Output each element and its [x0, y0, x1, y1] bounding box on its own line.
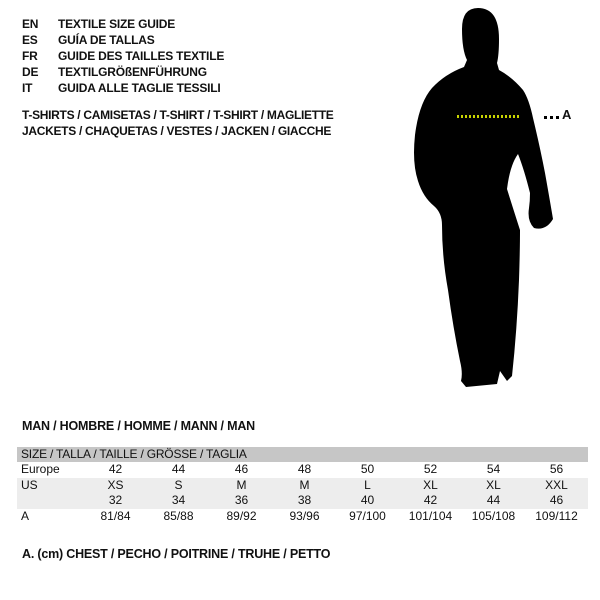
size-table-header: SIZE / TALLA / TAILLE / GRÖSSE / TAGLIA	[17, 447, 588, 462]
table-cell: M	[236, 477, 247, 492]
table-cell: XL	[486, 477, 501, 492]
table-cell: 101/104	[408, 508, 453, 523]
table-cell: 89/92	[226, 508, 257, 523]
table-cell: XL	[423, 477, 438, 492]
table-cell: 46	[234, 462, 249, 476]
size-table-body	[17, 462, 588, 524]
table-row	[17, 493, 588, 509]
table-row-label	[17, 493, 84, 509]
table-cell: 38	[297, 493, 312, 507]
table-cell: 109/112	[535, 508, 578, 523]
category-line: JACKETS / CHAQUETAS / VESTES / JACKEN / GIACCHE	[22, 124, 332, 138]
table-row	[17, 478, 588, 494]
table-cell: 40	[360, 493, 375, 507]
table-cell: 93/96	[289, 508, 320, 523]
language-label: GUIDA ALLE TAGLIE TESSILI	[58, 81, 221, 95]
table-cell: 50	[360, 462, 375, 476]
table-row	[17, 509, 588, 525]
language-label: TEXTILGRÖßENFÜHRUNG	[58, 65, 207, 79]
language-label: GUÍA DE TALLAS	[58, 33, 155, 47]
category-line: T-SHIRTS / CAMISETAS / T-SHIRT / T-SHIRT / MAGLIETTE	[22, 108, 334, 122]
table-cell: 34	[171, 493, 186, 507]
language-row	[22, 80, 224, 96]
measurement-footnote: A. (cm) CHEST / PECHO / POITRINE / TRUHE / PETTO	[22, 547, 331, 561]
man-silhouette-svg	[400, 5, 575, 395]
table-row-label: Europe	[21, 462, 60, 476]
table-cell: 81/84	[100, 508, 131, 523]
language-list	[22, 16, 224, 96]
category-list	[22, 107, 334, 139]
section-title: MAN / HOMBRE / HOMME / MANN / MAN	[22, 419, 255, 433]
table-cell: XXL	[545, 477, 568, 492]
table-cell: 56	[549, 462, 564, 476]
man-silhouette	[400, 5, 575, 395]
table-cell: 42	[423, 493, 438, 507]
language-code: ES	[22, 33, 38, 47]
language-code: DE	[22, 65, 39, 79]
table-cell: 97/100	[349, 508, 386, 523]
table-cell: 46	[549, 493, 564, 507]
chest-measure-line-callout	[544, 116, 560, 119]
table-row-label: US	[21, 477, 38, 492]
table-cell: 32	[108, 493, 123, 507]
table-cell: 54	[486, 462, 501, 476]
table-row-label: A	[21, 508, 30, 523]
measure-label-a: A	[562, 107, 572, 122]
language-code: FR	[22, 49, 38, 63]
language-row	[22, 48, 224, 64]
table-cell: XS	[107, 477, 124, 492]
language-code: EN	[22, 17, 39, 31]
table-cell: 105/108	[471, 508, 516, 523]
table-cell: 85/88	[163, 508, 194, 523]
table-cell: S	[174, 477, 183, 492]
table-cell: 44	[486, 493, 501, 507]
language-row	[22, 32, 224, 48]
man-silhouette-path	[414, 8, 553, 387]
language-row	[22, 64, 224, 80]
table-cell: 36	[234, 493, 249, 507]
language-code: IT	[22, 81, 33, 95]
table-cell: 44	[171, 462, 186, 476]
table-cell: 42	[108, 462, 123, 476]
language-label: GUIDE DES TAILLES TEXTILE	[58, 49, 225, 63]
table-cell: M	[299, 477, 310, 492]
table-cell: 48	[297, 462, 312, 476]
language-row	[22, 16, 224, 32]
table-cell: 52	[423, 462, 438, 476]
table-cell: L	[364, 477, 371, 492]
table-row	[17, 462, 588, 478]
language-label: TEXTILE SIZE GUIDE	[58, 17, 176, 31]
size-table	[17, 447, 588, 524]
chest-measure-line-on-body	[457, 115, 519, 118]
